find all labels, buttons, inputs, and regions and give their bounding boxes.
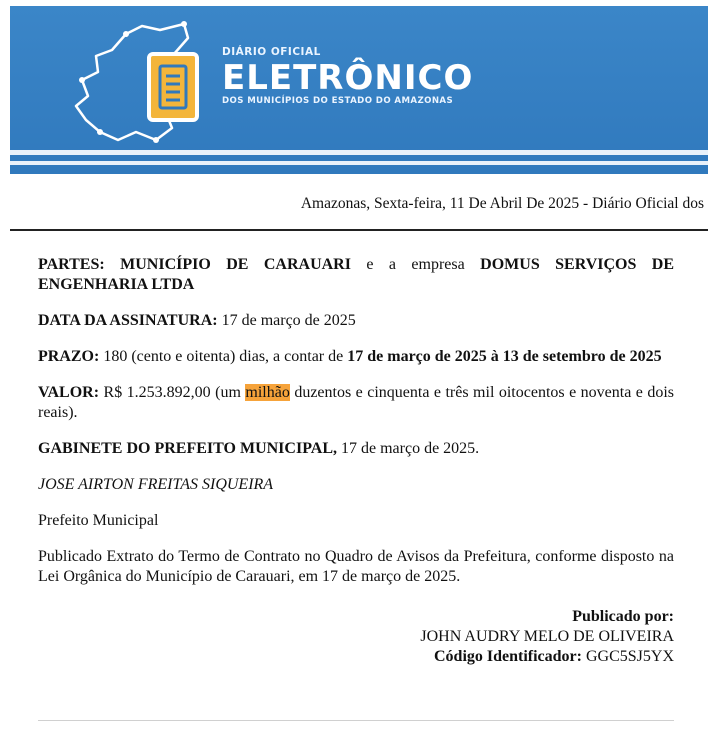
gabinete-paragraph [38,439,674,459]
prazo-text: 180 (cento e oitenta) dias, a contar de [103,348,344,365]
signer-name: JOSE AIRTON FREITAS SIQUEIRA [38,476,274,493]
codigo-label: Código Identificador: [433,648,582,665]
valor-after: duzentos e cinquenta e três mil oitocentos e noventa e dois reais). [38,384,675,421]
valor-paragraph [38,383,674,423]
partes-paragraph [38,255,674,295]
dateline: Amazonas, Sexta-feira, 11 De Abril De 2025 - Diário Oficial dos [300,195,704,212]
banner-stripe [10,161,708,165]
amazonas-map-icon [72,16,212,146]
document-body [38,255,674,667]
prazo-paragraph [38,347,674,367]
banner-subtitle: DOS MUNICÍPIOS DO ESTADO DO AMAZONAS [222,96,454,106]
banner-stripe [10,150,708,155]
header-banner [10,6,708,174]
publicado-paragraph: Publicado Extrato do Termo de Contrato no Quadro de Avisos da Prefeitura, conforme disposto na Lei Orgânica do Município de Carauari, em 17 de março de 2025. [38,548,674,585]
prazo-label: PRAZO: [38,348,100,365]
partes-party2: DOMUS SERVIÇOS DE ENGENHARIA LTDA [38,256,675,293]
partes-connector: e a empresa [366,256,465,273]
assinatura-value: 17 de março de 2025 [221,312,356,329]
banner-big-title: ELETRÔNICO [222,58,474,98]
publication-footer [38,607,674,667]
gabinete-date: 17 de março de 2025. [341,440,480,457]
divider [10,229,708,231]
codigo-value: GGC5SJ5YX [585,648,674,665]
signer-role: Prefeito Municipal [38,512,159,529]
search-highlight: milhão [245,384,290,401]
valor-label: VALOR: [38,384,100,401]
valor-before: R$ 1.253.892,00 (um [103,384,241,401]
assinatura-label: DATA DA ASSINATURA: [38,312,218,329]
banner-small-title: DIÁRIO OFICIAL [222,46,321,58]
banner-brand [222,46,473,106]
partes-party1: MUNICÍPIO DE CARAUARI [120,256,351,273]
publisher-name: JOHN AUDRY MELO DE OLIVEIRA [420,628,674,645]
assinatura-paragraph [38,311,674,331]
partes-label: PARTES: [38,256,105,273]
divider [38,720,674,721]
prazo-range: 17 de março de 2025 à 13 de setembro de 2025 [347,348,662,365]
gabinete-label: GABINETE DO PREFEITO MUNICIPAL, [38,440,337,457]
publicado-por-label: Publicado por: [572,608,674,625]
